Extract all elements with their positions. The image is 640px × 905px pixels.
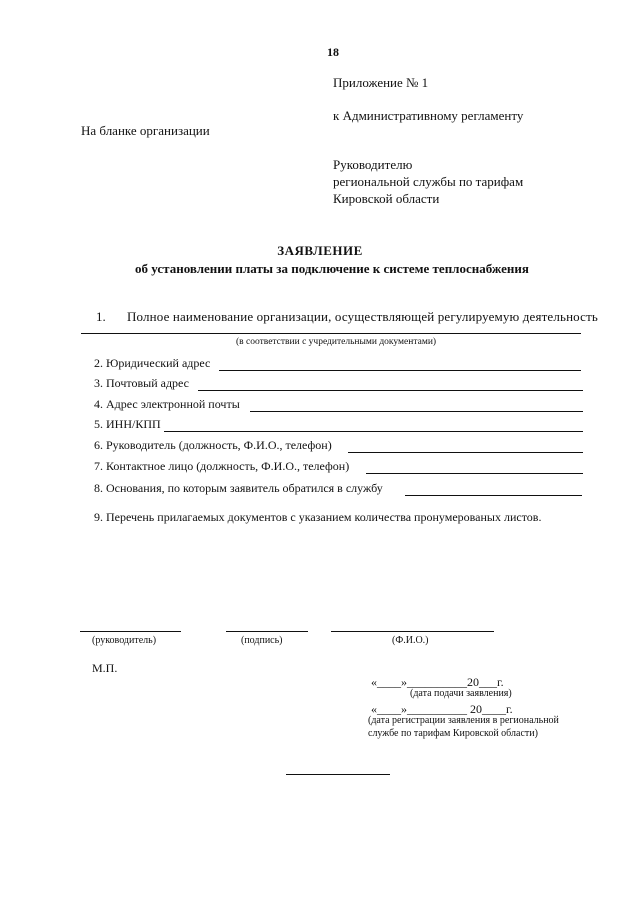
field-postal-address-line[interactable] [198, 390, 583, 391]
document-title: ЗАЯВЛЕНИЕ [277, 243, 363, 258]
document-subtitle: об установлении платы за подключение к системе теплоснабжения [135, 261, 529, 276]
item-1-hint: (в соответствии с учредительными документами) [236, 337, 437, 347]
letterhead-note: На бланке организации [81, 123, 210, 138]
appendix-title: Приложение № 1 [333, 75, 429, 90]
field-legal-address-label: 2. Юридический адрес [94, 356, 211, 370]
field-grounds-line[interactable] [405, 495, 582, 496]
item-1-number: 1. [96, 309, 106, 324]
item-1-line [81, 333, 581, 334]
field-email-label: 4. Адрес электронной почты [94, 397, 240, 411]
field-grounds-label: 8. Основания, по которым заявитель обратился в службу [94, 481, 383, 495]
field-manager-line[interactable] [348, 452, 583, 453]
date-submission-caption: (дата подачи заявления) [410, 688, 512, 699]
date-registration-caption-2: службе по тарифам Кировской области) [368, 728, 538, 739]
signature-sign-line[interactable] [226, 631, 308, 632]
signature-sign-caption: (подпись) [241, 635, 283, 646]
signature-name-caption: (Ф.И.О.) [392, 635, 429, 646]
signature-name-line[interactable] [331, 631, 494, 632]
date-registration-caption-1: (дата регистрации заявления в региональной [368, 715, 559, 726]
seal-mark: М.П. [92, 661, 118, 675]
addressee-line-2: региональной службы по тарифам [333, 174, 524, 189]
page-number: 18 [327, 45, 339, 59]
appendix-regulation: к Административному регламенту [333, 108, 524, 123]
field-manager-label: 6. Руководитель (должность, Ф.И.О., телефон) [94, 438, 332, 452]
date-submission-line[interactable]: «____»__________20___г. [371, 675, 504, 689]
item-1-text: Полное наименование организации, осуществляющей регулируемую деятельность [127, 309, 598, 324]
signature-manager-caption: (руководитель) [92, 635, 157, 646]
field-email-line[interactable] [250, 411, 583, 412]
bottom-separator [286, 774, 390, 775]
field-postal-address-label: 3. Почтовый адрес [94, 376, 190, 390]
field-legal-address-line[interactable] [219, 370, 581, 371]
item-9-text: 9. Перечень прилагаемых документов с указанием количества пронумерованых листов. [94, 510, 542, 524]
signature-manager-line[interactable] [80, 631, 181, 632]
addressee-line-1: Руководителю [333, 157, 413, 172]
field-contact-line[interactable] [366, 473, 583, 474]
field-inn-kpp-line[interactable] [164, 431, 583, 432]
date-registration-line[interactable]: «____»__________ 20____г. [371, 702, 513, 716]
field-contact-label: 7. Контактное лицо (должность, Ф.И.О., телефон) [94, 459, 350, 473]
field-inn-kpp-label: 5. ИНН/КПП [94, 417, 161, 431]
addressee-line-3: Кировской области [333, 191, 440, 206]
